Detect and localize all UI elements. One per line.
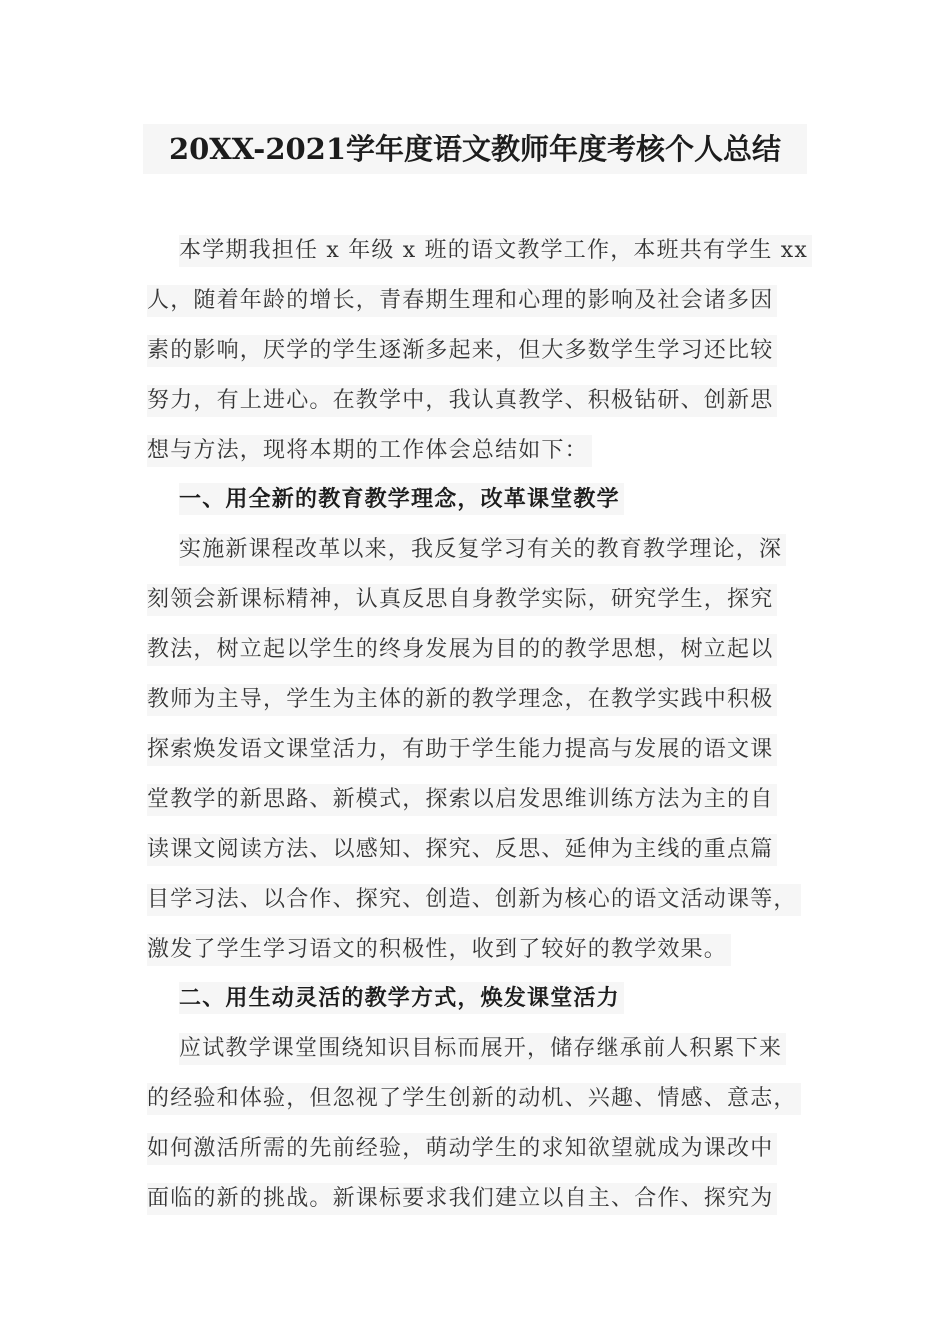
section-1-heading: 一、用全新的教育教学理念，改革课堂教学	[179, 483, 624, 515]
section-1-line-9: 激发了学生学习语文的积极性，收到了较好的教学效果。	[147, 934, 731, 966]
document-title: 20XX-2021学年度语文教师年度考核个人总结	[143, 124, 807, 174]
intro-line-2: 人，随着年龄的增长，青春期生理和心理的影响及社会诸多因	[147, 285, 777, 317]
section-1-line-7: 读课文阅读方法、以感知、探究、反思、延伸为主线的重点篇	[147, 834, 777, 866]
intro-line-3: 素的影响，厌学的学生逐渐多起来，但大多数学生学习还比较	[147, 335, 777, 367]
section-2-heading: 二、用生动灵活的教学方式，焕发课堂活力	[179, 982, 624, 1014]
section-2-line-3: 如何激活所需的先前经验，萌动学生的求知欲望就成为课改中	[147, 1133, 777, 1165]
intro-line-5: 想与方法，现将本期的工作体会总结如下：	[147, 435, 592, 467]
section-1-line-4: 教师为主导，学生为主体的新的教学理念，在教学实践中积极	[147, 684, 777, 716]
section-2-line-2: 的经验和体验，但忽视了学生创新的动机、兴趣、情感、意志，	[147, 1083, 801, 1115]
section-2-line-1: 应试教学课堂围绕知识目标而展开，储存继承前人积累下来	[179, 1033, 786, 1065]
section-1-line-5: 探索焕发语文课堂活力，有助于学生能力提高与发展的语文课	[147, 734, 777, 766]
section-1-line-2: 刻领会新课标精神，认真反思自身教学实际，研究学生，探究	[147, 584, 777, 616]
section-1-line-3: 教法，树立起以学生的终身发展为目的的教学思想，树立起以	[147, 634, 777, 666]
intro-line-1: 本学期我担任 x 年级 x 班的语文教学工作，本班共有学生 xx	[179, 235, 812, 267]
section-1-line-8: 目学习法、以合作、探究、创造、创新为核心的语文活动课等，	[147, 884, 801, 916]
section-1-line-1: 实施新课程改革以来，我反复学习有关的教育教学理论，深	[179, 534, 786, 566]
intro-line-4: 努力，有上进心。在教学中，我认真教学、积极钻研、创新思	[147, 385, 777, 417]
section-1-line-6: 堂教学的新思路、新模式，探索以启发思维训练方法为主的自	[147, 784, 777, 816]
section-2-line-4: 面临的新的挑战。新课标要求我们建立以自主、合作、探究为	[147, 1183, 777, 1215]
